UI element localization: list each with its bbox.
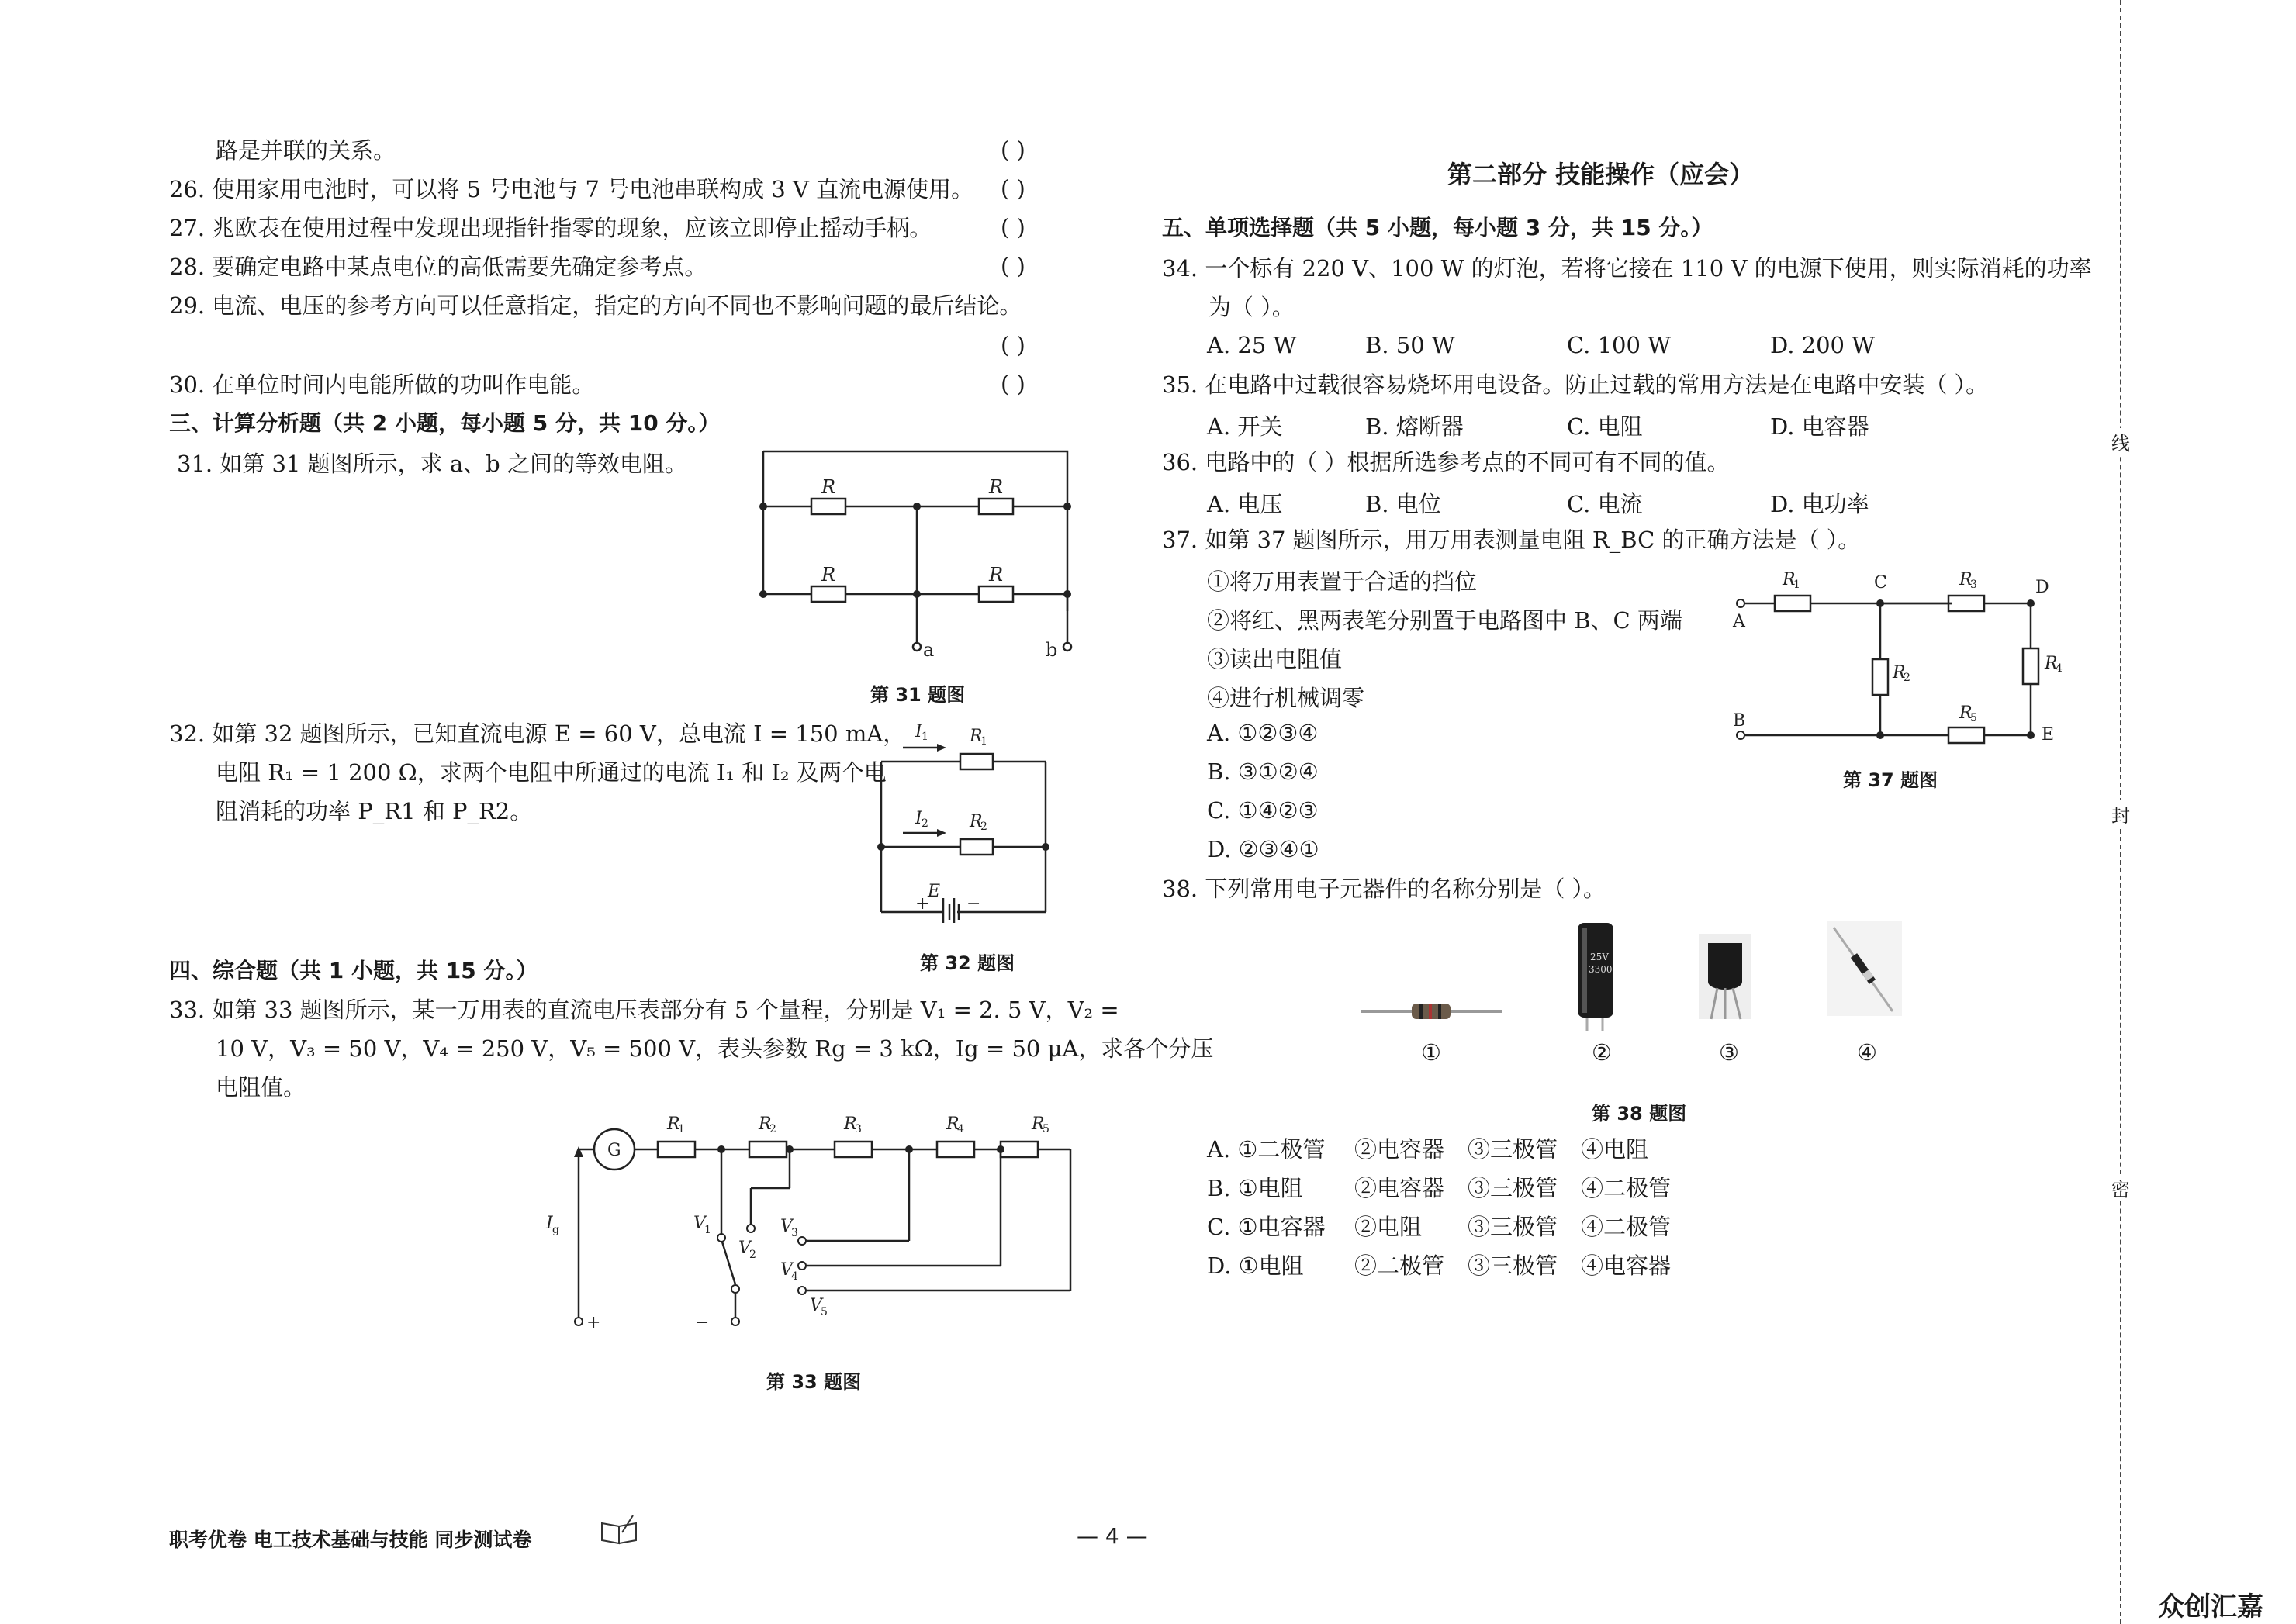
resistor-picture bbox=[1361, 1004, 1502, 1019]
q35-option-a[interactable]: A. 开关 bbox=[1207, 413, 1283, 440]
question-36: 36. 电路中的（ ）根据所选参考点的不同可有不同的值。 bbox=[1162, 449, 1730, 475]
figure-31-circuit bbox=[745, 442, 1086, 667]
svg-text:−: − bbox=[966, 894, 981, 914]
svg-text:1: 1 bbox=[922, 731, 928, 743]
svg-text:1: 1 bbox=[678, 1123, 685, 1135]
figure-37-caption: 第 37 题图 bbox=[1843, 769, 1938, 791]
page-number: — 4 — bbox=[1077, 1523, 1148, 1549]
svg-text:2: 2 bbox=[980, 821, 987, 833]
svg-text:E: E bbox=[928, 882, 941, 901]
question-33-line2: 10 V，V₃ = 50 V，V₄ = 250 V，V₅ = 500 V，表头参数 Rg = 3 kΩ，Ig = 50 μA，求各个分压 bbox=[216, 1035, 1214, 1062]
svg-text:5: 5 bbox=[821, 1306, 828, 1318]
q38-option-a-part2: ②电容器 bbox=[1354, 1136, 1445, 1163]
svg-text:3300: 3300 bbox=[1589, 964, 1613, 975]
open-book-icon bbox=[599, 1512, 642, 1546]
svg-text:I: I bbox=[915, 809, 922, 828]
q38-option-c-part2: ②电阻 bbox=[1354, 1214, 1423, 1240]
figure-32-caption: 第 32 题图 bbox=[920, 952, 1015, 974]
svg-text:25V: 25V bbox=[1590, 952, 1609, 962]
question-26: 26. 使用家用电池时，可以将 5 号电池与 7 号电池串联构成 3 V 直流电源使用。 bbox=[169, 176, 974, 202]
q37-option-d[interactable]: D. ②③④① bbox=[1207, 836, 1319, 862]
q25-continuation: 路是并联的关系。 bbox=[216, 137, 396, 164]
q37-step-3: ③读出电阻值 bbox=[1207, 646, 1343, 672]
svg-text:2: 2 bbox=[922, 817, 928, 830]
svg-text:−: − bbox=[695, 1313, 710, 1332]
svg-text:R: R bbox=[1783, 570, 1796, 589]
q38-option-a-part4: ④电阻 bbox=[1581, 1136, 1649, 1163]
q36-option-b[interactable]: B. 电位 bbox=[1365, 491, 1441, 517]
svg-text:3: 3 bbox=[791, 1227, 798, 1239]
answer-paren: ( ) bbox=[1001, 214, 1025, 240]
question-28: 28. 要确定电路中某点电位的高低需要先确定参考点。 bbox=[169, 254, 707, 280]
q38-option-b-part2: ②电容器 bbox=[1354, 1175, 1445, 1201]
diode-picture bbox=[1827, 921, 1902, 1016]
svg-text:A: A bbox=[1733, 612, 1745, 631]
svg-text:R: R bbox=[821, 476, 836, 498]
question-30: 30. 在单位时间内电能所做的功叫作电能。 bbox=[169, 371, 595, 398]
figure-31-caption: 第 31 题图 bbox=[870, 684, 966, 706]
figure-38-caption: 第 38 题图 bbox=[1592, 1103, 1687, 1125]
q37-option-c[interactable]: C. ①④②③ bbox=[1207, 797, 1319, 824]
q36-option-c[interactable]: C. 电流 bbox=[1567, 491, 1643, 517]
question-34-line2: 为（ ）。 bbox=[1209, 294, 1295, 320]
figure-38-label-2: ② bbox=[1592, 1039, 1612, 1066]
question-32-line2: 电阻 R₁ = 1 200 Ω，求两个电阻中所通过的电流 I₁ 和 I₂ 及两个电 bbox=[216, 759, 887, 786]
q38-option-c-part3: ③三极管 bbox=[1468, 1214, 1558, 1240]
q34-option-b[interactable]: B. 50 W bbox=[1365, 332, 1455, 358]
svg-text:R: R bbox=[1893, 663, 1906, 682]
transistor-picture bbox=[1699, 934, 1751, 1019]
binding-char-1: 线 bbox=[2109, 428, 2132, 455]
svg-text:R: R bbox=[821, 564, 836, 586]
q37-option-a[interactable]: A. ①②③④ bbox=[1207, 720, 1319, 746]
q34-option-d[interactable]: D. 200 W bbox=[1770, 332, 1876, 358]
question-33-line3: 电阻值。 bbox=[216, 1074, 306, 1101]
svg-text:V: V bbox=[693, 1214, 706, 1233]
figure-38-components bbox=[1357, 915, 1916, 1070]
section-3-heading: 三、计算分析题（共 2 小题，每小题 5 分，共 10 分。） bbox=[169, 410, 721, 436]
svg-text:R: R bbox=[988, 476, 1004, 498]
q34-option-c[interactable]: C. 100 W bbox=[1567, 332, 1671, 358]
svg-text:4: 4 bbox=[957, 1123, 964, 1135]
q38-option-a[interactable]: A. ①二极管 bbox=[1207, 1136, 1326, 1163]
q38-option-d-part3: ③三极管 bbox=[1468, 1253, 1558, 1279]
question-38: 38. 下列常用电子元器件的名称分别是（ ）。 bbox=[1162, 876, 1606, 902]
question-32-line3: 阻消耗的功率 P_R1 和 P_R2。 bbox=[216, 798, 533, 824]
answer-paren: ( ) bbox=[1001, 371, 1025, 397]
svg-text:R: R bbox=[2045, 654, 2058, 673]
question-32-line1: 32. 如第 32 题图所示，已知直流电源 E = 60 V，总电流 I = 150 mA， bbox=[169, 720, 906, 747]
figure-38-label-3: ③ bbox=[1719, 1039, 1739, 1066]
q35-option-d[interactable]: D. 电容器 bbox=[1770, 413, 1869, 440]
question-37: 37. 如第 37 题图所示，用万用表测量电阻 R_BC 的正确方法是（ ）。 bbox=[1162, 527, 1861, 553]
svg-text:R: R bbox=[1959, 703, 1973, 723]
svg-text:B: B bbox=[1733, 711, 1746, 731]
section-5-heading: 五、单项选择题（共 5 小题，每小题 3 分，共 15 分。） bbox=[1162, 215, 1713, 240]
svg-text:1: 1 bbox=[704, 1224, 711, 1236]
watermark: 众创汇嘉 bbox=[2158, 1591, 2263, 1622]
answer-paren: ( ) bbox=[1001, 253, 1025, 279]
q35-option-b[interactable]: B. 熔断器 bbox=[1365, 413, 1464, 440]
q35-option-c[interactable]: C. 电阻 bbox=[1567, 413, 1643, 440]
figure-33-circuit bbox=[535, 1101, 1078, 1349]
svg-text:5: 5 bbox=[1970, 712, 1977, 724]
capacitor-picture bbox=[1578, 923, 1613, 1031]
svg-text:R: R bbox=[970, 812, 983, 831]
svg-text:2: 2 bbox=[769, 1123, 776, 1135]
svg-text:3: 3 bbox=[855, 1123, 862, 1135]
figure-37-circuit bbox=[1724, 566, 2080, 745]
figure-33-caption: 第 33 题图 bbox=[766, 1371, 862, 1393]
svg-text:+: + bbox=[915, 894, 930, 914]
question-31: 31. 如第 31 题图所示，求 a、b 之间的等效电阻。 bbox=[177, 451, 687, 477]
figure-32-circuit bbox=[869, 714, 1055, 923]
answer-paren: ( ) bbox=[1001, 332, 1025, 358]
svg-text:3: 3 bbox=[1970, 579, 1977, 591]
question-34-line1: 34. 一个标有 220 V、100 W 的灯泡，若将它接在 110 V 的电源下使用，则实际消耗的功率 bbox=[1162, 255, 2092, 282]
svg-text:V: V bbox=[738, 1239, 751, 1258]
question-27: 27. 兆欧表在使用过程中发现出现指针指零的现象，应该立即停止摇动手柄。 bbox=[169, 215, 932, 241]
q38-option-c[interactable]: C. ①电容器 bbox=[1207, 1214, 1326, 1240]
svg-text:b: b bbox=[1046, 639, 1058, 661]
svg-text:R: R bbox=[1032, 1114, 1045, 1134]
binding-char-3: 密 bbox=[2109, 1174, 2132, 1201]
section-4-heading: 四、综合题（共 1 小题，共 15 分。） bbox=[169, 958, 538, 983]
part-2-title: 第二部分 技能操作（应会） bbox=[1447, 160, 1755, 189]
svg-text:R: R bbox=[844, 1114, 857, 1134]
svg-text:2: 2 bbox=[749, 1249, 756, 1261]
q38-option-b[interactable]: B. ①电阻 bbox=[1207, 1175, 1303, 1201]
q34-option-a[interactable]: A. 25 W bbox=[1207, 332, 1297, 358]
svg-text:R: R bbox=[667, 1114, 680, 1134]
q37-step-1: ①将万用表置于合适的挡位 bbox=[1207, 568, 1478, 595]
svg-text:R: R bbox=[970, 727, 983, 746]
svg-text:G: G bbox=[607, 1141, 621, 1160]
svg-text:V: V bbox=[810, 1296, 822, 1315]
svg-text:R: R bbox=[1959, 570, 1973, 589]
binding-char-2: 封 bbox=[2109, 800, 2132, 828]
svg-text:5: 5 bbox=[1043, 1123, 1049, 1135]
svg-text:a: a bbox=[923, 639, 935, 661]
q38-option-c-part4: ④二极管 bbox=[1581, 1214, 1672, 1240]
footer-book-title: 职考优卷 电工技术基础与技能 同步测试卷 bbox=[169, 1529, 532, 1551]
svg-text:1: 1 bbox=[1793, 579, 1800, 591]
question-33-line1: 33. 如第 33 题图所示，某一万用表的直流电压表部分有 5 个量程，分别是 V₁ = 2. 5 V，V₂ = bbox=[169, 997, 1119, 1023]
figure-38-label-4: ④ bbox=[1857, 1039, 1877, 1066]
q37-step-4: ④进行机械调零 bbox=[1207, 685, 1365, 711]
svg-text:V: V bbox=[780, 1260, 793, 1280]
svg-text:I: I bbox=[915, 722, 922, 741]
svg-text:R: R bbox=[759, 1114, 772, 1134]
figure-38-label-1: ① bbox=[1421, 1039, 1441, 1066]
q37-option-b[interactable]: B. ③①②④ bbox=[1207, 758, 1319, 785]
svg-text:C: C bbox=[1874, 573, 1887, 593]
svg-text:I: I bbox=[546, 1214, 553, 1233]
svg-text:g: g bbox=[552, 1224, 559, 1236]
q38-option-d[interactable]: D. ①电阻 bbox=[1207, 1253, 1304, 1279]
svg-text:R: R bbox=[988, 564, 1004, 586]
q37-step-2: ②将红、黑两表笔分别置于电路图中 B、C 两端 bbox=[1207, 607, 1682, 634]
svg-text:1: 1 bbox=[980, 735, 987, 748]
svg-text:R: R bbox=[946, 1114, 960, 1134]
q36-option-a[interactable]: A. 电压 bbox=[1207, 491, 1283, 517]
svg-text:D: D bbox=[2035, 578, 2049, 597]
answer-paren: ( ) bbox=[1001, 136, 1025, 163]
question-35: 35. 在电路中过载很容易烧坏用电设备。防止过载的常用方法是在电路中安装（ ）。 bbox=[1162, 371, 1989, 398]
svg-text:2: 2 bbox=[1904, 672, 1910, 684]
answer-paren: ( ) bbox=[1001, 175, 1025, 202]
q38-option-d-part4: ④电容器 bbox=[1581, 1253, 1672, 1279]
q38-option-a-part3: ③三极管 bbox=[1468, 1136, 1558, 1163]
q36-option-d[interactable]: D. 电功率 bbox=[1770, 491, 1869, 517]
svg-text:4: 4 bbox=[791, 1270, 798, 1283]
q38-option-b-part3: ③三极管 bbox=[1468, 1175, 1558, 1201]
svg-text:4: 4 bbox=[2056, 662, 2063, 675]
q38-option-d-part2: ②二极管 bbox=[1354, 1253, 1445, 1279]
svg-text:E: E bbox=[2042, 725, 2055, 745]
svg-text:V: V bbox=[780, 1217, 793, 1236]
question-29: 29. 电流、电压的参考方向可以任意指定，指定的方向不同也不影响问题的最后结论。 bbox=[169, 292, 1022, 319]
svg-text:+: + bbox=[586, 1313, 601, 1332]
q38-option-b-part4: ④二极管 bbox=[1581, 1175, 1672, 1201]
